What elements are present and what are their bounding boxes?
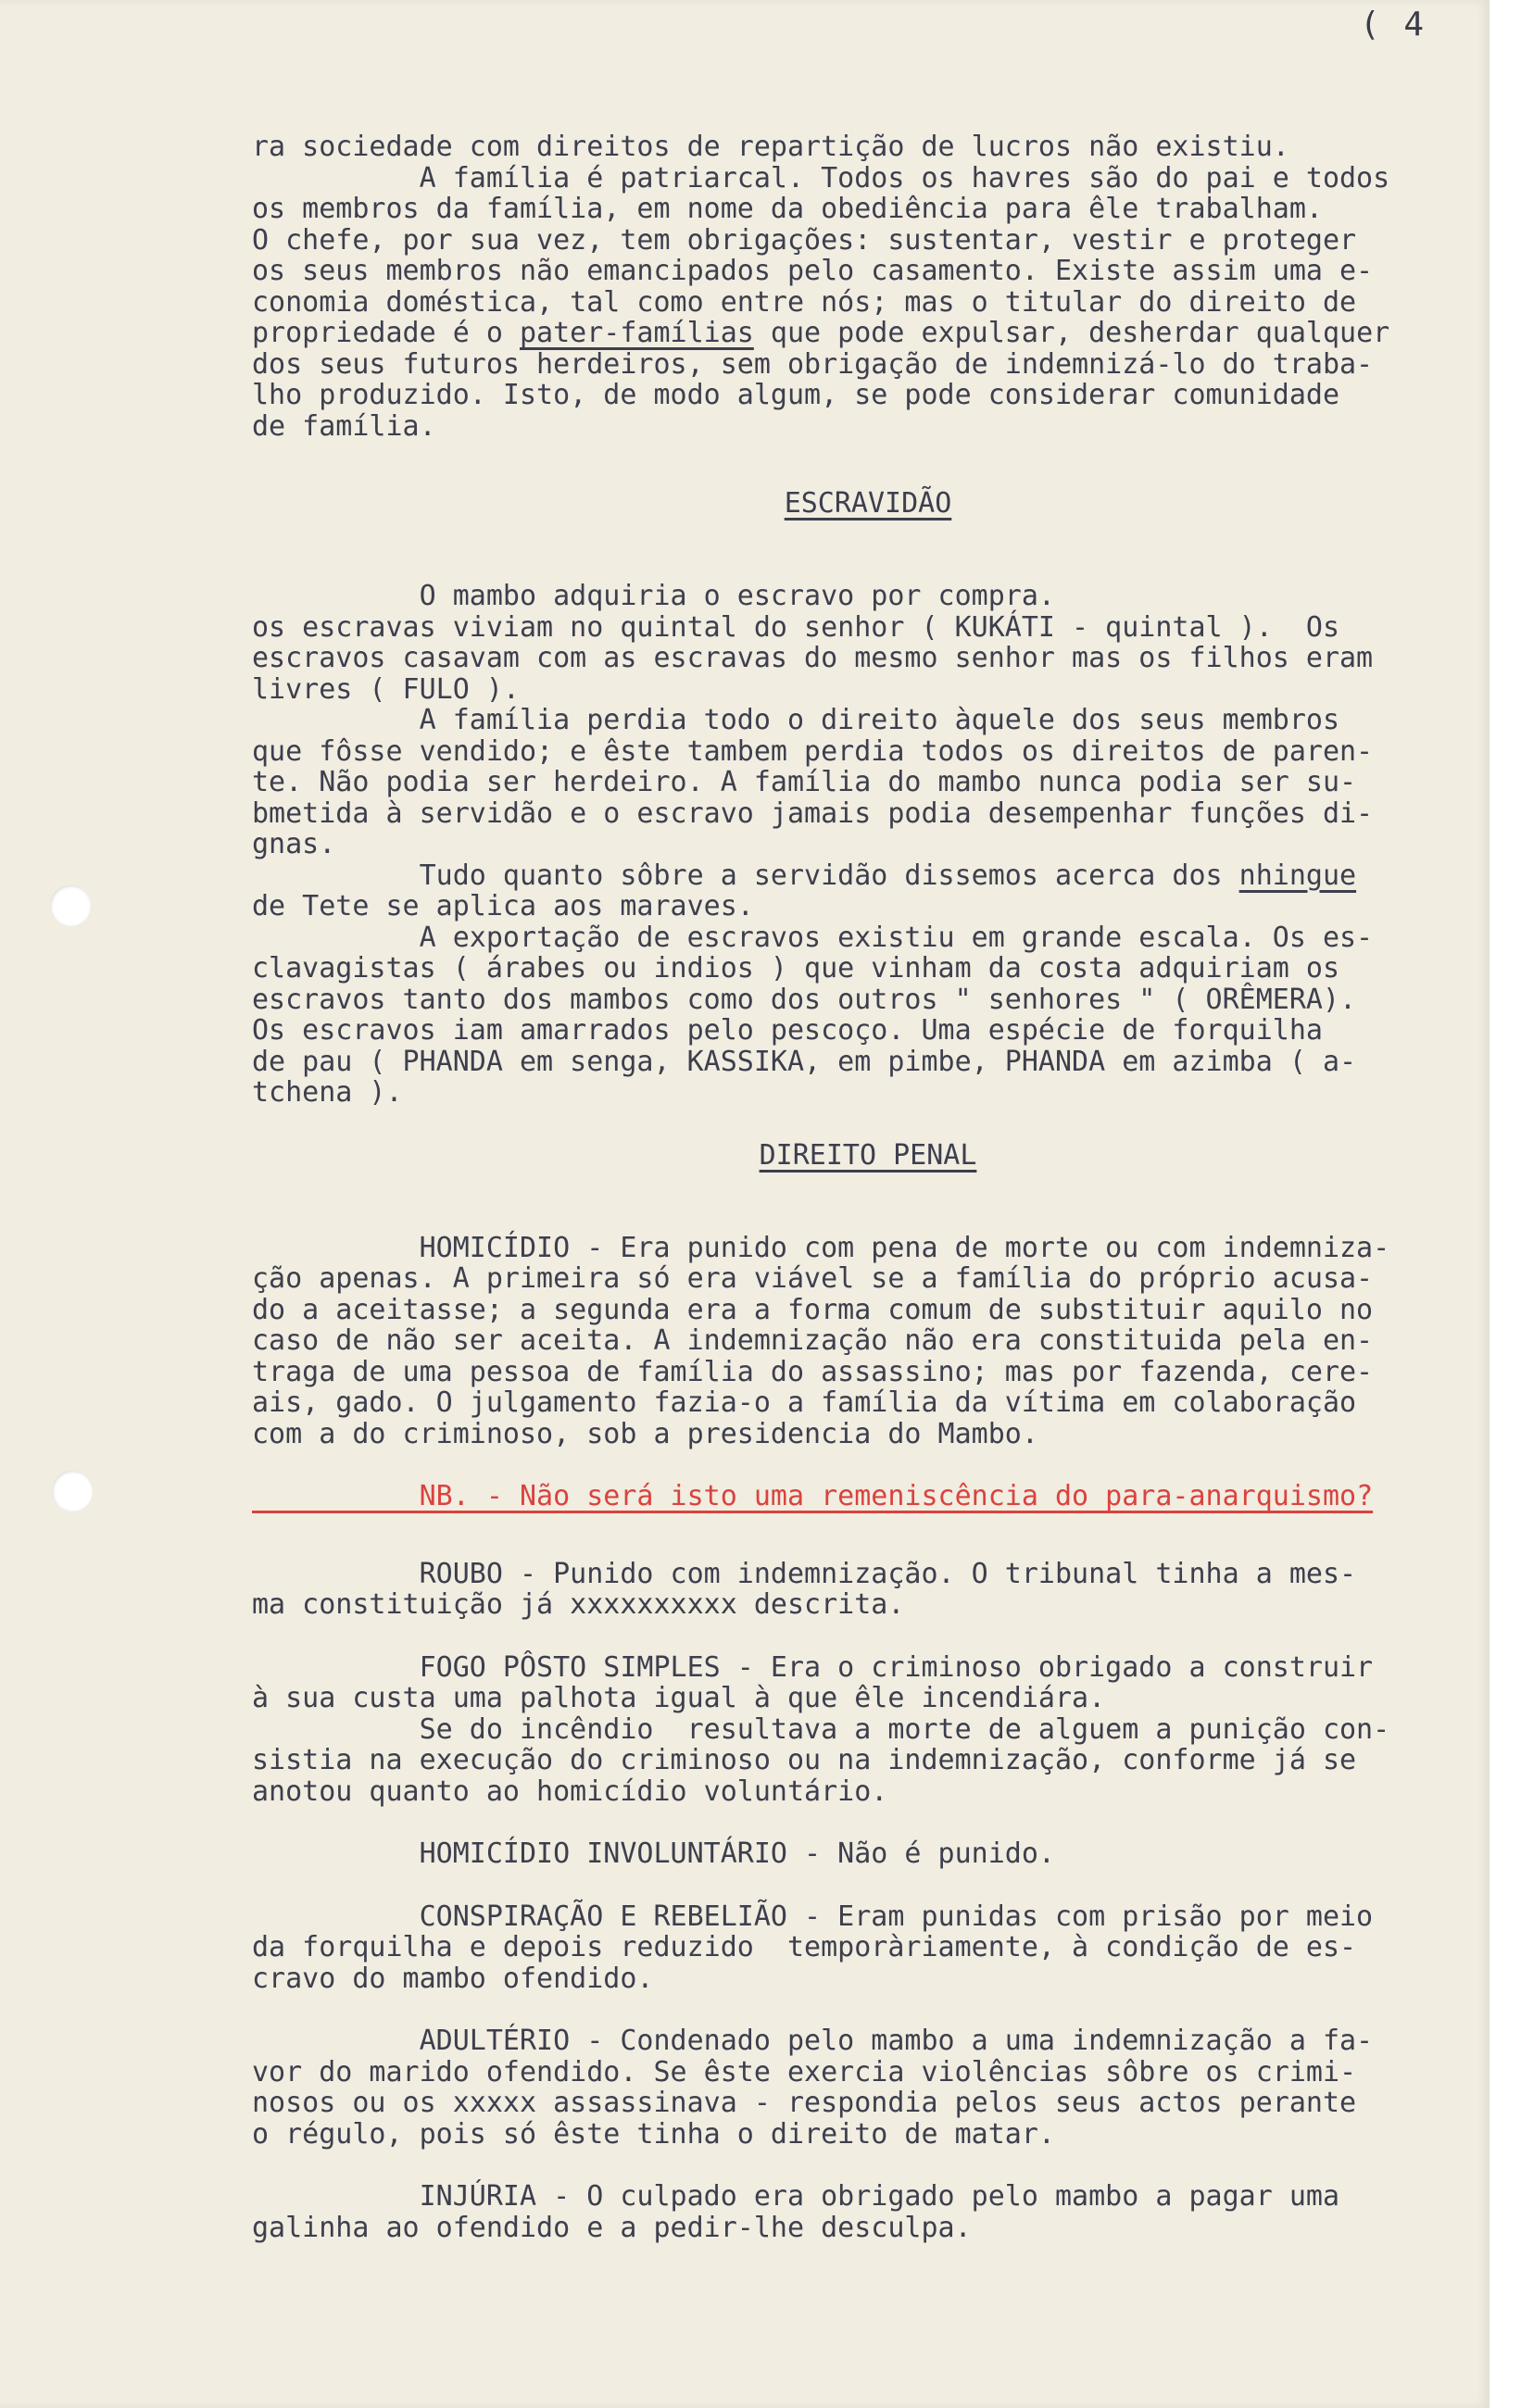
text-line: galinha ao ofendido e a pedir-lhe desculpa. — [252, 2211, 972, 2244]
text-line: caso de não ser aceita. A indemnização não era constituida pela en- — [252, 1324, 1374, 1357]
text-line: te. Não podia ser herdeiro. A família do mambo nunca podia ser su- — [252, 766, 1357, 798]
text-line: Se do incêndio resultava a morte de alguem a punição con- — [252, 1712, 1390, 1746]
anarquismo-term: anarquismo? — [1188, 1480, 1374, 1512]
homicidio-involuntario-paragraph — [252, 1838, 1493, 1870]
page-number: ( 4 — [1360, 6, 1427, 44]
text-line: com a do criminoso, sob a presidencia do Mambo. — [252, 1417, 1038, 1450]
text-line: HOMICÍDIO - Era punido com pena de morte ou com indemniza- — [252, 1231, 1390, 1264]
text-line: Os escravos iam amarrados pelo pescoço. Uma espécie de forquilha — [252, 1014, 1323, 1047]
text-line: clavagistas ( árabes ou indios ) que vinham da costa adquiriam os — [252, 952, 1339, 985]
text-line: A família é patriarcal. Todos os havres são do pai e todos — [252, 161, 1390, 194]
pater-familias-term: pater-famílias — [519, 317, 754, 349]
text-line — [252, 860, 1493, 892]
text-line: traga de uma pessoa de família do assassino; mas por fazenda, cere- — [252, 1355, 1374, 1388]
heading-text: ESCRAVIDÃO — [784, 487, 952, 520]
text-line: do a aceitasse; a segunda era a forma comum de substituir aquilo no — [252, 1293, 1374, 1326]
text-line: vor do marido ofendido. Se êste exercia violências sôbre os crimi- — [252, 2055, 1357, 2088]
document-body — [252, 132, 1493, 2243]
text-line: os escravas viviam no quintal do senhor ( KUKÁTI - quintal ). Os — [252, 610, 1339, 644]
adulterio-paragraph — [252, 2025, 1493, 2150]
text-line: INJÚRIA - O culpado era obrigado pelo mambo a pagar uma — [252, 2180, 1339, 2213]
text-line: cravo do mambo ofendido. — [252, 1962, 654, 1995]
text-line: de pau ( PHANDA em senga, KASSIKA, em pimbe, PHANDA em azimba ( a- — [252, 1045, 1357, 1078]
nb-annotation — [252, 1481, 1493, 1512]
text-line: livres ( FULO ). — [252, 672, 520, 706]
text-line: FOGO PÔSTO SIMPLES - Era o criminoso obrigado a construir — [252, 1650, 1374, 1684]
nhingue-term: nhingue — [1238, 859, 1357, 892]
text-line: escravos tanto dos mambos como dos outros " senhores " ( ORÊMERA). — [252, 983, 1357, 1016]
text-fragment: NB. - Não será isto uma remeniscência do para- — [252, 1480, 1189, 1512]
text-line: CONSPIRAÇÃO E REBELIÃO - Eram punidas com prisão por meio — [252, 1900, 1374, 1933]
text-line — [252, 318, 1493, 349]
text-line: ra sociedade com direitos de repartição de lucros não existiu. — [252, 131, 1289, 163]
text-fragment: que pode expulsar, desherdar qualquer — [753, 317, 1390, 349]
text-line: A exportação de escravos existiu em grande escala. Os es- — [252, 921, 1374, 954]
punch-hole-bottom — [52, 1471, 93, 1511]
text-line: O mambo adquiria o escravo por compra. — [252, 580, 1055, 612]
punch-hole-top — [50, 885, 91, 926]
injuria-paragraph — [252, 2181, 1493, 2243]
text-line: bmetida à servidão e o escravo jamais podia desempenhar funções di- — [252, 796, 1374, 830]
text-line: à sua custa uma palhota igual à que êle incendiára. — [252, 1682, 1106, 1714]
text-line: da forquilha e depois reduzido temporàriamente, à condição de es- — [252, 1931, 1357, 1963]
section-heading-escravidao — [252, 488, 1484, 520]
fogo-posto-paragraph — [252, 1652, 1493, 1808]
heading-text: DIREITO PENAL — [759, 1138, 977, 1172]
text-line: ma constituição já xxxxxxxxxx descrita. — [252, 1588, 905, 1621]
text-line: de família. — [252, 409, 436, 443]
text-line: lho produzido. Isto, de modo algum, se pode considerar comunidade — [252, 379, 1339, 411]
text-fragment: propriedade é o — [252, 317, 520, 349]
conspiracao-paragraph — [252, 1901, 1493, 1995]
text-line: O chefe, por sua vez, tem obrigações: sustentar, vestir e proteger — [252, 223, 1357, 257]
text-line: ROUBO - Punido com indemnização. O tribunal tinha a mes- — [252, 1557, 1357, 1590]
text-line: A família perdia todo o direito àquele dos seus membros — [252, 704, 1339, 736]
text-line: ais, gado. O julgamento fazia-o a família da vítima em colaboração — [252, 1386, 1357, 1419]
text-line: os membros da família, em nome da obediência para êle trabalham. — [252, 193, 1323, 225]
family-paragraph — [252, 132, 1493, 442]
text-line: os seus membros não emancipados pelo casamento. Existe assim uma e- — [252, 255, 1374, 287]
text-line: conomia doméstica, tal como entre nós; mas o titular do direito de — [252, 285, 1357, 319]
escravidao-section — [252, 581, 1493, 1109]
text-fragment: Tudo quanto sôbre a servidão dissemos acerca dos — [252, 859, 1239, 892]
text-line: nosos ou os xxxxx assassinava - respondia pelos seus actos perante — [252, 2087, 1357, 2119]
text-line: o régulo, pois só êste tinha o direito de matar. — [252, 2117, 1055, 2151]
text-line: anotou quanto ao homicídio voluntário. — [252, 1775, 888, 1808]
text-line: gnas. — [252, 828, 336, 860]
text-line: de Tete se aplica aos maraves. — [252, 890, 754, 922]
text-line: tchena ). — [252, 1076, 403, 1109]
text-line: dos seus futuros herdeiros, sem obrigação de indemnizá-lo do traba- — [252, 347, 1374, 381]
section-heading-direito-penal — [252, 1140, 1484, 1172]
page-edge — [1490, 0, 1521, 2408]
text-line: ção apenas. A primeira só era viável se a família do próprio acusa- — [252, 1262, 1374, 1295]
text-line: HOMICÍDIO INVOLUNTÁRIO - Não é punido. — [252, 1837, 1055, 1870]
homicidio-paragraph — [252, 1233, 1493, 1450]
text-line: que fôsse vendido; e êste tambem perdia todos os direitos de paren- — [252, 734, 1374, 768]
text-line: ADULTÉRIO - Condenado pelo mambo a uma indemnização a fa- — [252, 2025, 1374, 2057]
roubo-paragraph — [252, 1559, 1493, 1621]
text-line: escravos casavam com as escravas do mesmo senhor mas os filhos eram — [252, 642, 1374, 674]
text-line: sistia na execução do criminoso ou na indemnização, conforme já se — [252, 1744, 1357, 1776]
